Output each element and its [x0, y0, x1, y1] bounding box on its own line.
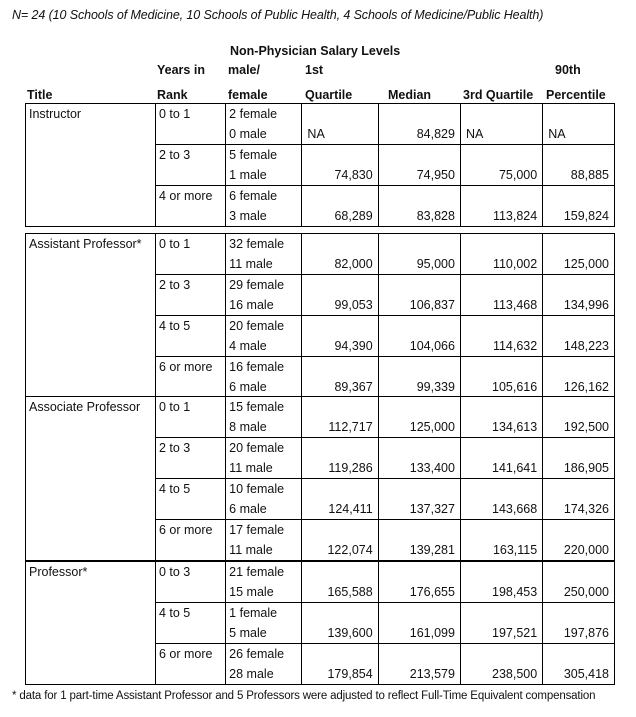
- cell-years-in-rank: 6 or more: [155, 520, 225, 541]
- cell-ninetieth-percentile: [543, 104, 614, 124]
- cell-median: 176,655: [378, 582, 460, 603]
- salary-section-grid: [26, 104, 614, 226]
- cell-third-quartile: 113,824: [460, 206, 542, 226]
- table-supertitle: Non-Physician Salary Levels: [230, 44, 401, 58]
- cell-male-count: 8 male: [226, 417, 302, 438]
- cell-female-count: 29 female: [226, 275, 302, 296]
- cell-female-count: 2 female: [226, 104, 302, 124]
- cell-female-count: 15 female: [226, 397, 302, 417]
- cell-third-quartile: [460, 438, 542, 459]
- salary-section-grid: [26, 562, 614, 684]
- column-header-percentile: Percentile: [546, 88, 606, 102]
- salary-section-grid: [26, 234, 614, 397]
- cell-male-count: 5 male: [226, 623, 302, 644]
- cell-male-count: 4 male: [226, 336, 302, 357]
- cell-ninetieth-percentile: 159,824: [543, 206, 614, 226]
- cell-third-quartile: 134,613: [460, 417, 542, 438]
- cell-ninetieth-percentile: [543, 603, 614, 624]
- cell-male-count: 3 male: [226, 206, 302, 226]
- salary-section-grid: [26, 397, 614, 560]
- cell-first-quartile: 94,390: [302, 336, 378, 357]
- cell-female-count: 1 female: [226, 603, 302, 624]
- cell-years-in-rank: 4 to 5: [155, 603, 225, 624]
- cell-ninetieth-percentile: 220,000: [543, 540, 614, 560]
- cell-title: Associate Professor: [29, 400, 141, 414]
- cell-years-in-rank-cont: [155, 664, 225, 684]
- cell-ninetieth-percentile: [543, 520, 614, 541]
- cell-ninetieth-percentile: NA: [543, 124, 614, 145]
- cell-third-quartile: [460, 186, 542, 207]
- cell-years-in-rank-cont: [155, 499, 225, 520]
- cell-first-quartile: [302, 644, 378, 665]
- cell-years-in-rank: 6 or more: [155, 357, 225, 378]
- table-row: [26, 397, 614, 417]
- cell-median: 104,066: [378, 336, 460, 357]
- cell-third-quartile: 113,468: [460, 295, 542, 316]
- cell-male-count: 28 male: [226, 664, 302, 684]
- cell-third-quartile: [460, 397, 542, 417]
- cell-ninetieth-percentile: 88,885: [543, 165, 614, 186]
- cell-third-quartile: 75,000: [460, 165, 542, 186]
- cell-first-quartile: [302, 186, 378, 207]
- cell-years-in-rank: 2 to 3: [155, 438, 225, 459]
- column-header-median: Median: [388, 88, 432, 102]
- cell-median: 137,327: [378, 499, 460, 520]
- cell-median: [378, 438, 460, 459]
- cell-female-count: 20 female: [226, 316, 302, 337]
- cell-years-in-rank-cont: [155, 165, 225, 186]
- cell-ninetieth-percentile: [543, 275, 614, 296]
- cell-female-count: 32 female: [226, 234, 302, 254]
- cell-first-quartile: 119,286: [302, 458, 378, 479]
- column-header-rank: Rank: [157, 88, 188, 102]
- cell-median: 95,000: [378, 254, 460, 275]
- cell-ninetieth-percentile: 197,876: [543, 623, 614, 644]
- cell-third-quartile: 114,632: [460, 336, 542, 357]
- cell-years-in-rank-cont: [155, 582, 225, 603]
- cell-first-quartile: [302, 438, 378, 459]
- cell-male-count: 11 male: [226, 540, 302, 560]
- cell-years-in-rank: 0 to 1: [155, 397, 225, 417]
- cell-male-count: 11 male: [226, 458, 302, 479]
- cell-female-count: 26 female: [226, 644, 302, 665]
- cell-third-quartile: 141,641: [460, 458, 542, 479]
- cell-ninetieth-percentile: [543, 438, 614, 459]
- cell-third-quartile: [460, 357, 542, 378]
- cell-male-count: 15 male: [226, 582, 302, 603]
- cell-ninetieth-percentile: [543, 186, 614, 207]
- cell-third-quartile: 198,453: [460, 582, 542, 603]
- cell-third-quartile: 163,115: [460, 540, 542, 560]
- cell-years-in-rank-cont: [155, 623, 225, 644]
- cell-third-quartile: 238,500: [460, 664, 542, 684]
- cell-third-quartile: [460, 562, 542, 582]
- cell-first-quartile: 89,367: [302, 377, 378, 397]
- cell-years-in-rank: 4 to 5: [155, 316, 225, 337]
- cell-ninetieth-percentile: [543, 562, 614, 582]
- cell-title: Instructor: [29, 107, 82, 121]
- column-header-title: Title: [27, 88, 53, 102]
- cell-female-count: 20 female: [226, 438, 302, 459]
- cell-first-quartile: [302, 104, 378, 124]
- cell-title: Professor*: [29, 565, 88, 579]
- cell-first-quartile: 122,074: [302, 540, 378, 560]
- cell-third-quartile: NA: [460, 124, 542, 145]
- cell-female-count: 17 female: [226, 520, 302, 541]
- table-row: [26, 104, 614, 124]
- cell-median: [378, 479, 460, 500]
- cell-median: [378, 397, 460, 417]
- cell-ninetieth-percentile: [543, 644, 614, 665]
- cell-ninetieth-percentile: 125,000: [543, 254, 614, 275]
- cell-years-in-rank-cont: [155, 254, 225, 275]
- cell-median: [378, 234, 460, 254]
- cell-years-in-rank: 0 to 1: [155, 104, 225, 124]
- cell-third-quartile: 143,668: [460, 499, 542, 520]
- cell-male-count: 16 male: [226, 295, 302, 316]
- cell-median: 133,400: [378, 458, 460, 479]
- cell-first-quartile: [302, 397, 378, 417]
- cell-third-quartile: [460, 520, 542, 541]
- cell-ninetieth-percentile: 186,905: [543, 458, 614, 479]
- cell-first-quartile: 74,830: [302, 165, 378, 186]
- cell-title: Assistant Professor*: [29, 237, 142, 251]
- cell-female-count: 6 female: [226, 186, 302, 207]
- cell-ninetieth-percentile: 192,500: [543, 417, 614, 438]
- cell-third-quartile: [460, 479, 542, 500]
- cell-years-in-rank-cont: [155, 206, 225, 226]
- column-header-male: male/: [228, 63, 260, 77]
- cell-median: 99,339: [378, 377, 460, 397]
- cell-female-count: 10 female: [226, 479, 302, 500]
- cell-median: [378, 603, 460, 624]
- cell-years-in-rank: 4 or more: [155, 186, 225, 207]
- column-header-ninetieth: 90th: [555, 63, 581, 77]
- cell-median: [378, 644, 460, 665]
- cell-ninetieth-percentile: 126,162: [543, 377, 614, 397]
- cell-first-quartile: NA: [302, 124, 378, 145]
- table-row: [26, 562, 614, 582]
- cell-first-quartile: 139,600: [302, 623, 378, 644]
- cell-years-in-rank-cont: [155, 336, 225, 357]
- cell-ninetieth-percentile: 174,326: [543, 499, 614, 520]
- cell-years-in-rank-cont: [155, 295, 225, 316]
- cell-median: 213,579: [378, 664, 460, 684]
- cell-male-count: 11 male: [226, 254, 302, 275]
- cell-years-in-rank: 6 or more: [155, 644, 225, 665]
- cell-ninetieth-percentile: [543, 479, 614, 500]
- column-header-quartile: Quartile: [305, 88, 353, 102]
- cell-female-count: 5 female: [226, 145, 302, 166]
- cell-years-in-rank-cont: [155, 417, 225, 438]
- cell-median: 83,828: [378, 206, 460, 226]
- cell-median: [378, 104, 460, 124]
- cell-male-count: 6 male: [226, 377, 302, 397]
- cell-median: 161,099: [378, 623, 460, 644]
- cell-first-quartile: 82,000: [302, 254, 378, 275]
- cell-male-count: 0 male: [226, 124, 302, 145]
- cell-median: [378, 562, 460, 582]
- cell-third-quartile: [460, 275, 542, 296]
- cell-years-in-rank: 2 to 3: [155, 145, 225, 166]
- cell-median: 84,829: [378, 124, 460, 145]
- cell-first-quartile: [302, 479, 378, 500]
- cell-first-quartile: 68,289: [302, 206, 378, 226]
- cell-ninetieth-percentile: 134,996: [543, 295, 614, 316]
- salary-section: [25, 396, 615, 561]
- cell-years-in-rank-cont: [155, 540, 225, 560]
- salary-section: [25, 103, 615, 227]
- cell-first-quartile: [302, 145, 378, 166]
- table-footnote: * data for 1 part-time Assistant Professor and 5 Professors were adjusted to reflect Full-Time Equivalent compensation: [12, 690, 596, 702]
- salary-section: [25, 233, 615, 398]
- cell-years-in-rank-cont: [155, 124, 225, 145]
- cell-first-quartile: 99,053: [302, 295, 378, 316]
- cell-third-quartile: [460, 104, 542, 124]
- column-header-female: female: [228, 88, 268, 102]
- cell-median: 106,837: [378, 295, 460, 316]
- cell-ninetieth-percentile: 305,418: [543, 664, 614, 684]
- cell-first-quartile: [302, 357, 378, 378]
- cell-years-in-rank: 0 to 3: [155, 562, 225, 582]
- cell-first-quartile: 124,411: [302, 499, 378, 520]
- cell-third-quartile: [460, 316, 542, 337]
- cell-third-quartile: [460, 603, 542, 624]
- cell-ninetieth-percentile: [543, 397, 614, 417]
- cell-first-quartile: [302, 603, 378, 624]
- cell-third-quartile: [460, 644, 542, 665]
- cell-first-quartile: [302, 316, 378, 337]
- cell-ninetieth-percentile: [543, 316, 614, 337]
- cell-years-in-rank-cont: [155, 458, 225, 479]
- cell-first-quartile: [302, 520, 378, 541]
- cell-first-quartile: 179,854: [302, 664, 378, 684]
- cell-years-in-rank: 0 to 1: [155, 234, 225, 254]
- cell-years-in-rank: 4 to 5: [155, 479, 225, 500]
- cell-third-quartile: [460, 234, 542, 254]
- cell-median: 139,281: [378, 540, 460, 560]
- cell-first-quartile: [302, 275, 378, 296]
- cell-median: [378, 275, 460, 296]
- column-header-years-in: Years in: [157, 63, 205, 77]
- cell-third-quartile: [460, 145, 542, 166]
- cell-third-quartile: 197,521: [460, 623, 542, 644]
- cell-third-quartile: 110,002: [460, 254, 542, 275]
- cell-male-count: 6 male: [226, 499, 302, 520]
- cell-ninetieth-percentile: [543, 145, 614, 166]
- cell-years-in-rank-cont: [155, 377, 225, 397]
- sample-size-caption: N= 24 (10 Schools of Medicine, 10 Schools of Public Health, 4 Schools of Medicine/Public Health): [12, 8, 544, 22]
- cell-median: 125,000: [378, 417, 460, 438]
- cell-male-count: 1 male: [226, 165, 302, 186]
- cell-female-count: 21 female: [226, 562, 302, 582]
- cell-first-quartile: 165,588: [302, 582, 378, 603]
- cell-ninetieth-percentile: 250,000: [543, 582, 614, 603]
- column-header-third-quartile: 3rd Quartile: [463, 88, 534, 102]
- cell-ninetieth-percentile: [543, 234, 614, 254]
- cell-median: [378, 186, 460, 207]
- cell-ninetieth-percentile: 148,223: [543, 336, 614, 357]
- cell-median: [378, 357, 460, 378]
- cell-third-quartile: 105,616: [460, 377, 542, 397]
- cell-median: [378, 145, 460, 166]
- cell-years-in-rank: 2 to 3: [155, 275, 225, 296]
- cell-median: [378, 520, 460, 541]
- column-header-first: 1st: [305, 63, 324, 77]
- cell-first-quartile: [302, 562, 378, 582]
- cell-median: [378, 316, 460, 337]
- table-row: [26, 234, 614, 254]
- cell-first-quartile: [302, 234, 378, 254]
- cell-first-quartile: 112,717: [302, 417, 378, 438]
- cell-median: 74,950: [378, 165, 460, 186]
- cell-ninetieth-percentile: [543, 357, 614, 378]
- salary-section: [25, 561, 615, 685]
- cell-female-count: 16 female: [226, 357, 302, 378]
